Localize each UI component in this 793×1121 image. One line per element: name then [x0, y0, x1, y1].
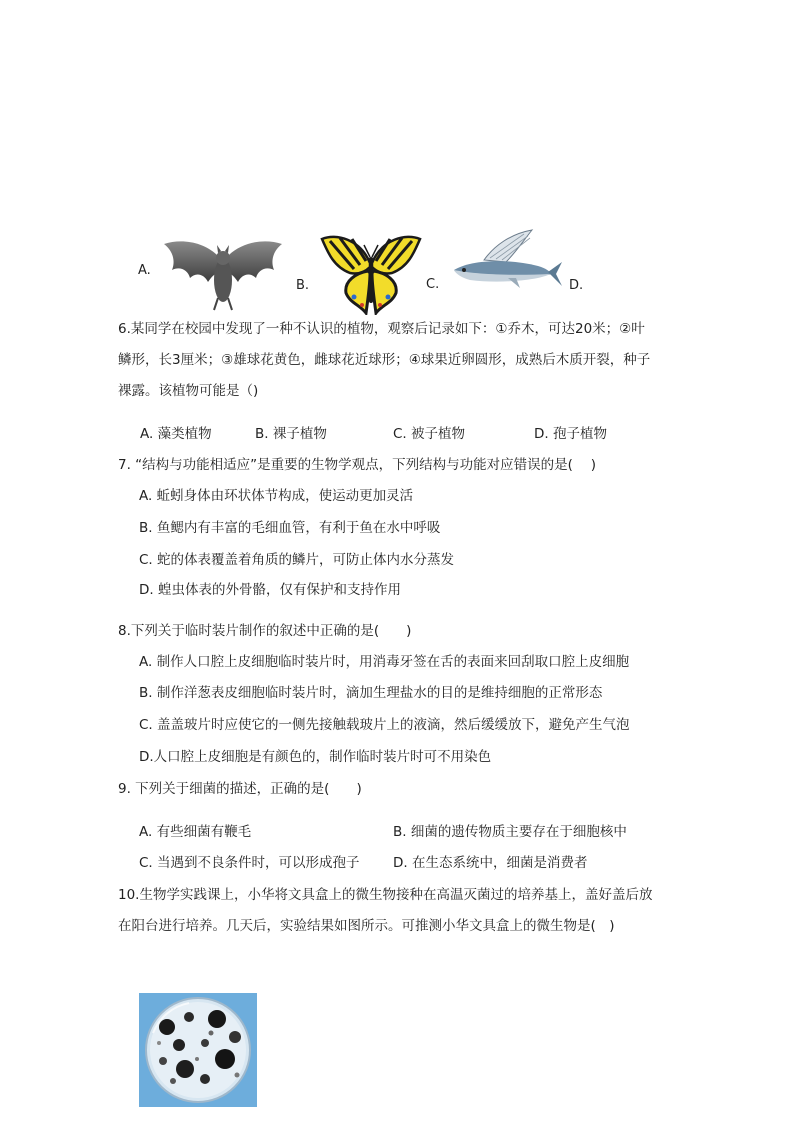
q9-stem: 9. 下列关于细菌的描述，正确的是( ): [118, 781, 362, 797]
q8-option-d: D.人口腔上皮细胞是有颜色的，制作临时装片时可不用染色: [139, 749, 492, 765]
q6-stem-line-3: 裸露。该植物可能是（): [118, 383, 259, 399]
petri-dish-image: [139, 993, 257, 1107]
q5-option-a-label: A.: [138, 263, 151, 278]
q5-option-c-label: C.: [426, 277, 440, 292]
q7-option-b: B. 鱼鳃内有丰富的毛细血管，有利于鱼在水中呼吸: [139, 520, 441, 536]
butterfly-image: [320, 233, 422, 315]
q6-option-a: A. 藻类植物: [140, 426, 212, 442]
q9-option-b: B. 细菌的遗传物质主要存在于细胞核中: [393, 824, 627, 840]
flying-fish-image: [450, 228, 562, 292]
q8-option-c: C. 盖盖玻片时应使它的一侧先接触载玻片上的液滴，然后缓缓放下，避免产生气泡: [139, 717, 630, 733]
q8-option-b: B. 制作洋葱表皮细胞临时装片时，滴加生理盐水的目的是维持细胞的正常形态: [139, 685, 603, 701]
q5-option-b-label: B.: [296, 278, 310, 293]
q9-option-d: D. 在生态系统中，细菌是消费者: [393, 855, 588, 871]
q5-option-d-label: D.: [569, 278, 584, 293]
q10-stem-line-2: 在阳台进行培养。几天后，实验结果如图所示。可推测小华文具盒上的微生物是( ): [118, 918, 615, 934]
q8-option-a: A. 制作人口腔上皮细胞临时装片时，用消毒牙签在舌的表面来回刮取口腔上皮细胞: [139, 654, 630, 670]
bat-image: [162, 236, 284, 312]
q7-option-d: D. 蝗虫体表的外骨骼，仅有保护和支持作用: [139, 582, 401, 598]
q7-stem: 7. “结构与功能相适应”是重要的生物学观点，下列结构与功能对应错误的是( ): [118, 457, 596, 473]
q8-stem: 8.下列关于临时装片制作的叙述中正确的是( ): [118, 623, 412, 639]
q7-option-a: A. 蚯蚓身体由环状体节构成，使运动更加灵活: [139, 488, 414, 504]
q9-option-a: A. 有些细菌有鞭毛: [139, 824, 252, 840]
q6-option-d: D. 孢子植物: [534, 426, 607, 442]
q7-option-c: C. 蛇的体表覆盖着角质的鳞片，可防止体内水分蒸发: [139, 552, 455, 568]
q6-stem-line-1: 6.某同学在校园中发现了一种不认识的植物，观察后记录如下：①乔木，可达20米；②叶: [118, 321, 645, 337]
q10-stem-line-1: 10.生物学实践课上，小华将文具盒上的微生物接种在高温灭菌过的培养基上，盖好盖后放: [118, 887, 653, 903]
q6-option-b: B. 裸子植物: [255, 426, 327, 442]
q6-stem-line-2: 鳞形，长3厘米；③雄球花黄色，雌球花近球形；④球果近卵圆形，成熟后木质开裂，种子: [118, 352, 651, 368]
q9-option-c: C. 当遇到不良条件时，可以形成孢子: [139, 855, 360, 871]
q6-option-c: C. 被子植物: [393, 426, 466, 442]
